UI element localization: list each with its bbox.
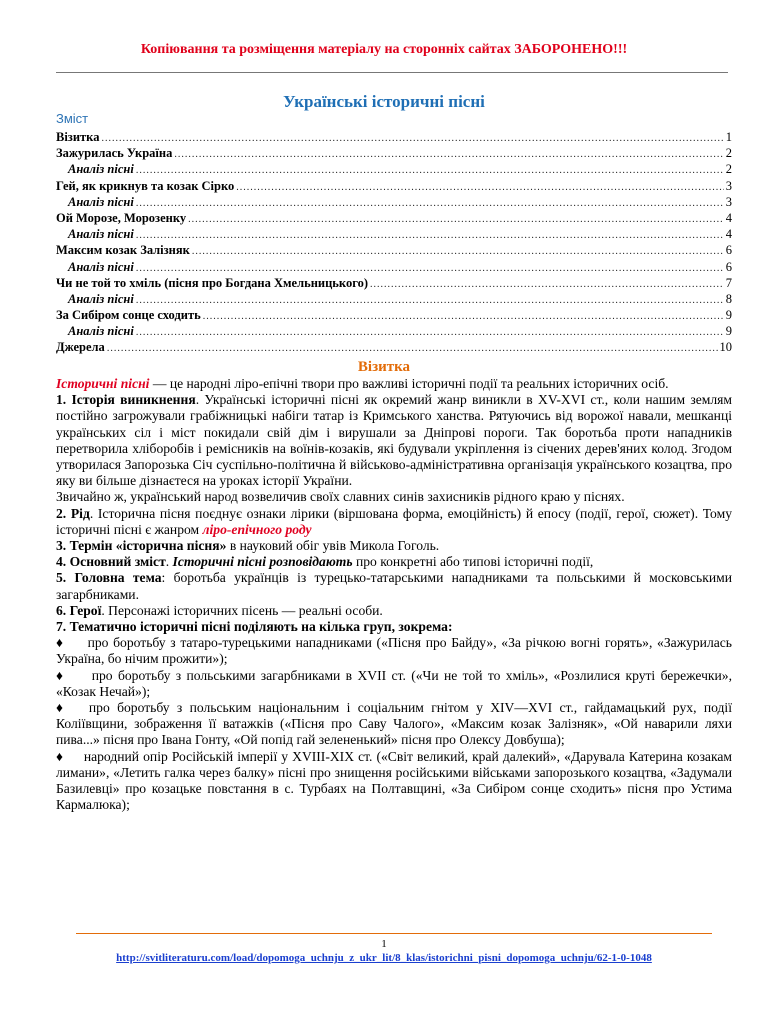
toc-dot-leader [136,196,724,212]
intro-term: Історичні пісні [56,376,150,391]
toc-entry-label: Джерела [56,340,105,355]
paragraph-genre: 2. Рід. Історична пісня поєднує ознаки лірики (віршована форма, емоційність) й епосу (події, герої, сюжет). Тому історичні пісні є жанром ліро-епічного роду [56,505,732,537]
toc-page-number: 7 [725,275,732,290]
toc-entry[interactable] [56,339,732,355]
document-title: Українські історичні пісні [283,92,485,111]
toc-dot-leader [174,147,723,163]
history-label: 1. Історія виникнення [56,392,196,408]
toc-subentry[interactable] [56,226,732,242]
toc-entry-label: Максим козак Залізняк [56,243,190,258]
page-number: 1 [381,938,387,950]
toc-entry[interactable] [56,145,732,161]
toc-dot-leader [107,341,718,357]
groups-label: 7. Тематично історичні пісні поділяють на кілька груп, зокрема: [56,619,453,635]
toc-page-number: 2 [725,162,732,177]
intro-paragraph: Історичні пісні — це народні ліро-епічні твори про важливі історичні події та реальних історичних осіб. [56,376,669,391]
diamond-bullet-icon: ♦ [56,748,64,764]
toc-page-number: 3 [725,178,732,193]
toc-entry-label: Чи не той то хміль (пісня про Богдана Хмельницького) [56,275,368,290]
bullet-item: ♦ про боротьбу з польськими загарбниками в XVII ст. («Чи не той то хміль», «Розлилися круті бережечки», «Козак Нечай»); [56,667,732,699]
toc-entry[interactable] [56,129,732,145]
toc-entry[interactable] [56,210,732,226]
toc-subentry[interactable] [56,161,732,177]
paragraph-theme: 5. Головна тема: боротьба українців із турецько-татарськими нападниками та польськими й московськими загарбниками. [56,570,732,602]
toc-page-number: 3 [725,194,732,209]
paragraph-heroes: 6. Герої. Персонажі історичних пісень — реальні особи. [56,602,383,618]
toc-entry-label: Аналіз пісні [68,291,134,306]
diamond-bullet-icon: ♦ [56,700,67,716]
toc-dot-leader [370,277,724,293]
paragraph-history-cont: Звичайно ж, український народ возвеличив своїх славних синів захисників рідного краю у піснях. [56,489,625,505]
genre-term: ліро-епічного роду [202,521,312,537]
toc-subentry[interactable] [56,194,732,210]
paragraph-content: 4. Основний зміст. Історичні пісні розповідають про конкретні або типові історичні події, [56,554,594,570]
toc-subentry[interactable] [56,291,732,307]
toc-dot-leader [188,212,724,228]
toc-entry-label: Аналіз пісні [68,227,134,242]
toc-entry[interactable] [56,178,732,194]
content-term: Історичні пісні розповідають [172,554,353,570]
toc-entry-label: Візитка [56,130,100,144]
term-label: 3. Термін «історична пісня» [56,538,227,554]
paragraph-history: 1. Історія виникнення. Українські історичні пісні як окремий жанр виникли в XV-XVI ст., коли нашим землям постійно загрожували грабіжницькі набіги татар із Кримського ханства. Рятуючись від ворожої навали, мешканці українських сіл і міст покидали свій дім і вирушали за Дніпрові пороги. Так боротьба проти нападників перетворила хліборобів і ремісників на воїнів-козаків, які будували укріплення із січених дерев'яних колод. Згодом утворилася Запорозька Січ суспільно-політична й військово-адміністративна організація українського козацтва, про яку ви більше дізнаєтеся на уроках історії України. [56,392,733,489]
toc-page-number: 2 [725,146,732,161]
bullet-item: ♦ народний опір Російській імперії у XVIII-XIX ст. («Світ великий, край далекий», «Дарувала Катерина козакам лимани», «Летить галка через балку» пісні про знищення російськими військами запорозького козацтва, «Задумали Базилевці» про козацьке повстання в с. Турбаях на Полтавщині, «За Сибіром сонце сходить» пісня про Устима Кармалюка); [56,748,733,813]
toc-entry-label: Аналіз пісні [68,194,134,209]
genre-label: 2. Рід [56,505,90,521]
table-of-contents [56,129,732,356]
toc-dot-leader [136,228,724,244]
toc-dot-leader [236,180,723,196]
toc-heading: Зміст [56,111,89,126]
toc-entry[interactable] [56,242,732,258]
body-text [56,376,732,813]
header-divider [56,72,728,73]
bullet-item: ♦ про боротьбу з татаро-турецькими нападниками («Пісня про Байду», «За річкою вогні горять», «Зажурилась Україна, бо нічим прожити»); [56,635,733,667]
toc-page-number: 4 [725,227,732,242]
toc-dot-leader [192,244,724,260]
toc-entry-label: Аналіз пісні [68,259,134,274]
source-link[interactable]: http://svitliteraturu.com/load/dopomoga_uchnju_z_ukr_lit/8_klas/istorichni_pisni_dopomoga_uchnju/62-1-0-1048 [116,952,652,964]
theme-label: 5. Головна тема [56,570,162,586]
toc-entry-label: За Сибіром сонце сходить [56,308,201,323]
footer-divider [76,933,712,934]
toc-subentry[interactable] [56,259,732,275]
toc-entry-label: Аналіз пісні [68,162,134,177]
toc-dot-leader [203,309,724,325]
toc-entry-label: Гей, як крикнув та козак Сірко [56,178,235,193]
toc-page-number: 6 [725,259,732,274]
toc-page-number: 8 [725,291,732,306]
toc-entry-label: Аналіз пісні [68,324,134,339]
toc-entry[interactable] [56,275,732,291]
toc-entry-label: Зажурилась Україна [56,146,173,161]
diamond-bullet-icon: ♦ [56,667,65,683]
paragraph-groups [56,619,732,635]
toc-entry-label: Ой Морозе, Морозенку [56,210,187,225]
toc-dot-leader [136,293,724,309]
toc-page-number: 9 [725,308,732,323]
toc-subentry[interactable] [56,323,732,339]
toc-entry[interactable] [56,307,732,323]
toc-dot-leader [136,325,724,341]
content-label: 4. Основний зміст [56,554,166,570]
copy-warning-banner: Копіювання та розміщення матеріалу на сторонніх сайтах ЗАБОРОНЕНО!!! [140,42,628,57]
toc-page-number: 9 [725,324,732,339]
toc-page-number: 1 [725,130,732,144]
toc-page-number: 6 [725,243,732,258]
paragraph-term: 3. Термін «історична пісня» в науковий обіг увів Микола Гоголь. [56,538,440,554]
diamond-bullet-icon: ♦ [56,635,65,651]
heroes-label: 6. Герої [56,602,102,618]
section-title: Візитка [357,359,411,375]
toc-dot-leader [101,131,723,147]
bullet-item: ♦ про боротьбу з польським національним і соціальним гнітом у XIV—XVI ст., гайдамацький рух, події Коліївщини, зображення її ватажків («Пісня про Саву Чалого», «Максим козак Залізняк», «Ой наварили ляхи пива...» пісня про Івана Гонту, «Ой попід гай зелененький» пісня про Олексу Довбуша); [56,700,732,748]
toc-page-number: 4 [725,210,732,225]
toc-page-number: 10 [719,340,732,355]
